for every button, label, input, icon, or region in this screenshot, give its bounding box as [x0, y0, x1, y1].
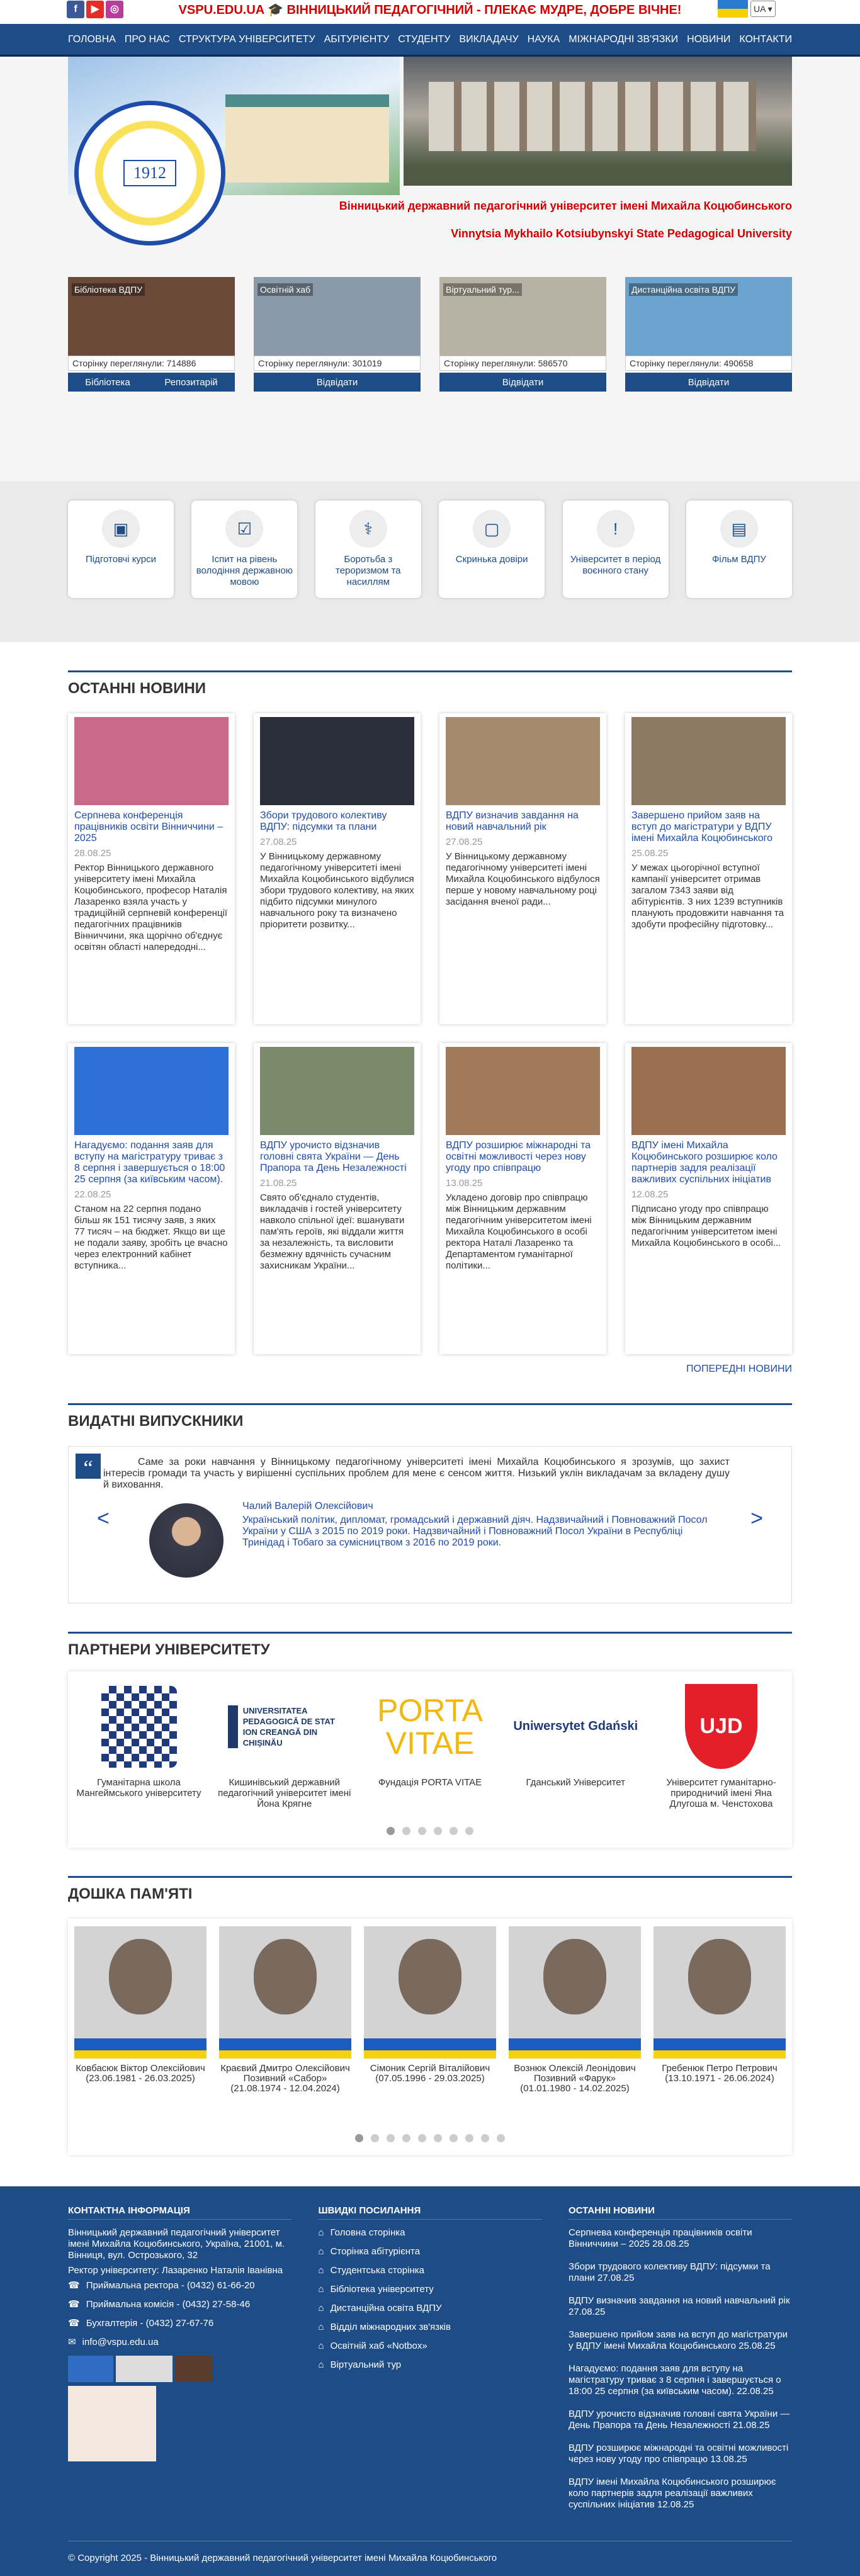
news-image[interactable] [74, 717, 229, 805]
instagram-icon[interactable]: ◎ [106, 1, 123, 18]
card-image[interactable] [68, 277, 235, 356]
footer-news-item[interactable]: ВДПУ імені Михайла Коцюбинського розширює коло партнерів задля реалізації важливих суспільних ініціатив 12.08.25 [569, 2477, 776, 2510]
card-button[interactable]: Відвідати [502, 376, 544, 388]
partner-logo[interactable] [508, 1681, 643, 1772]
nav-item[interactable]: КОНТАКТИ [739, 33, 792, 45]
memorial-photo [364, 1926, 496, 2059]
carousel-dot[interactable] [402, 2134, 410, 2142]
footer-news-item[interactable]: ВДПУ розширює міжнародні та освітні можливості через нову угоду про співпрацю 13.08.25 [569, 2443, 789, 2465]
nav-item[interactable]: СТУДЕНТУ [398, 33, 451, 45]
partner-logo[interactable] [363, 1681, 498, 1772]
card-view-count: Сторінку переглянули: 714886 [68, 356, 235, 371]
news-date: 12.08.25 [631, 1189, 669, 1200]
news-title[interactable]: Завершено прийом заяв на вступ до магістратури у ВДПУ імені Михайла Коцюбинського [631, 810, 773, 844]
news-heading: ОСТАННІ НОВИНИ [68, 670, 792, 698]
news-card[interactable] [68, 1043, 235, 1354]
language-select[interactable]: UA ▾ [750, 1, 776, 17]
link-text: Студентська сторінка [330, 2265, 424, 2276]
carousel-dot[interactable] [465, 2134, 473, 2142]
previous-news-link[interactable]: ПОПЕРЕДНІ НОВИНИ [686, 1364, 792, 1374]
footer-quick-heading: ШВИДКІ ПОСИЛАННЯ [319, 2205, 542, 2220]
quick-link-tile[interactable] [68, 500, 174, 598]
partner-name: Університет гуманітарно-природничий імені Яна Длугоша м. Ченстохова [666, 1777, 776, 1809]
news-image[interactable] [446, 717, 600, 805]
memorial-name: Ковбасюк Віктор Олексійович [76, 2063, 205, 2074]
footer-quick-link[interactable] [319, 2265, 542, 2276]
card-title: Бібліотека ВДПУ [72, 283, 145, 296]
nav-item[interactable]: ВИКЛАДАЧУ [459, 33, 519, 45]
quick-link-tile[interactable] [439, 500, 545, 598]
quote-icon: “ [76, 1454, 101, 1479]
news-excerpt: Ректор Вінницького державного університету імені Михайла Коцюбинського, професор Наталія Лазаренко взяла участь у традиційній серпневій конференції педагогічних працівників Вінниччини, яка щорічно об'єднує освітян області напередодні... [74, 862, 228, 952]
top-bar [0, 0, 860, 24]
news-card[interactable] [254, 713, 421, 1024]
news-card[interactable] [625, 1043, 792, 1354]
carousel-dot[interactable] [402, 1827, 410, 1835]
contact-text: Бухгалтерія - (0432) 27-67-76 [86, 2318, 214, 2329]
footer-rector: Ректор університету: Лазаренко Наталія Іванівна [68, 2265, 283, 2276]
footer-news-item[interactable]: Нагадуємо: подання заяв для вступу на магістратуру триває з 8 серпня і завершується о 18:00 25 серпня (за київським часом). 22.08.25 [569, 2363, 781, 2397]
footer-news-item[interactable]: ВДПУ визначив завдання на новий навчальний рік 27.08.25 [569, 2295, 790, 2317]
phone-icon: ☎ [68, 2280, 80, 2291]
home-icon: ⌂ [318, 2246, 324, 2257]
carousel-dot[interactable] [434, 2134, 442, 2142]
footer-quick-link[interactable] [319, 2227, 542, 2239]
news-section [68, 642, 792, 1375]
footer-quick-link[interactable] [319, 2246, 542, 2257]
footer [0, 2186, 860, 2576]
contact-line[interactable] [68, 2280, 291, 2291]
card-buttons [625, 373, 792, 392]
youtube-icon[interactable]: ▶ [86, 1, 104, 18]
footer-badges [68, 2356, 291, 2382]
hero-title-en: Vinnytsia Mykhailo Kotsiubynskyi State Pedagogical University [451, 227, 792, 240]
partners-heading: ПАРТНЕРИ УНІВЕРСИТЕТУ [68, 1632, 792, 1659]
carousel-dot[interactable] [418, 2134, 426, 2142]
quick-link-tile[interactable] [191, 500, 297, 598]
language-value: UA [754, 4, 766, 14]
carousel-dot[interactable] [387, 1827, 395, 1835]
memorial-name: Вознюк Олексій Леонідович [514, 2063, 636, 2074]
news-title[interactable]: ВДПУ імені Михайла Коцюбинського розширює коло партнерів задля реалізації важливих суспільних ініціатив [631, 1140, 778, 1185]
news-date: 25.08.25 [631, 848, 669, 859]
news-image[interactable] [446, 1047, 600, 1135]
news-excerpt: У Вінницькому державному педагогічному університеті імені Михайла Коцюбинського відбулося перше у новому навчальному році засідання вченої ради... [446, 851, 600, 907]
memorial-dates: Позивний «Фарук» (01.01.1980 - 14.02.2025) [520, 2073, 630, 2094]
nav-item[interactable]: ПРО НАС [124, 33, 170, 45]
carousel-dot[interactable] [465, 1827, 473, 1835]
news-image[interactable] [260, 1047, 414, 1135]
card-buttons [439, 373, 606, 392]
feature-card[interactable] [254, 277, 421, 472]
memorial-photo [219, 1926, 351, 2059]
contact-line[interactable] [68, 2299, 291, 2310]
home-icon: ⌂ [318, 2322, 324, 2332]
footer-news-item[interactable]: Завершено прийом заяв на вступ до магістратури у ВДПУ імені Михайла Коцюбинського 25.08.25 [569, 2329, 788, 2351]
quick-link-tile[interactable] [563, 500, 669, 598]
news-date: 27.08.25 [446, 837, 483, 847]
memorial-dates: (07.05.1996 - 29.03.2025) [375, 2073, 485, 2084]
home-icon: ⌂ [318, 2265, 324, 2276]
news-image[interactable] [631, 717, 786, 805]
news-title[interactable]: ВДПУ визначив завдання на новий навчальний рік [446, 810, 579, 832]
badge-grey[interactable] [116, 2356, 173, 2382]
nav-item[interactable]: НОВИНИ [687, 33, 731, 45]
news-card[interactable] [439, 713, 606, 1024]
link-text: Віртуальний тур [330, 2359, 402, 2370]
email-icon: ✉ [68, 2337, 76, 2347]
card-buttons [68, 373, 235, 392]
memorial-item[interactable] [653, 1926, 786, 2094]
partner-logo[interactable] [217, 1681, 352, 1772]
partner-item[interactable] [653, 1681, 789, 1809]
memorial-section [68, 1848, 792, 2155]
home-icon: ⌂ [318, 2227, 324, 2238]
hero-photo-campus [404, 57, 792, 186]
memorial-dates: Позивний «Сабор» (21.08.1974 - 12.04.2024) [230, 2073, 340, 2094]
ukraine-flag-icon [718, 0, 748, 18]
main-nav [0, 24, 860, 57]
hero-title-ua: Вінницький державний педагогічний університет імені Михайла Коцюбинського [339, 200, 792, 212]
partner-logo-text: UJD [685, 1684, 757, 1769]
facebook-icon[interactable]: f [67, 1, 84, 18]
memorial-dots [68, 2134, 792, 2142]
partner-name: Кишинівський державний педагогічний університет імені Йона Крягне [218, 1777, 351, 1809]
partner-logo[interactable] [71, 1681, 207, 1772]
memorial-item[interactable] [219, 1926, 351, 2094]
partner-name: Гданський Університет [526, 1777, 626, 1788]
footer-quick-link[interactable] [319, 2359, 542, 2371]
card-title: Дистанційна освіта ВДПУ [629, 283, 738, 296]
footer-news-item[interactable]: Збори трудового колективу ВДПУ: підсумки та плани 27.08.25 [569, 2261, 771, 2283]
news-excerpt: Свято об'єднало студентів, викладачів і гостей університету навколо спільної ідеї: вшанувати пам'ять героїв, які віддали життя за незалежність, та висловити безмежну вдячність сучасним захисникам України... [260, 1192, 405, 1271]
partner-logo[interactable] [653, 1681, 789, 1772]
footer-quick-link[interactable] [319, 2284, 542, 2295]
alumni-heading: ВИДАТНІ ВИПУСКНИКИ [68, 1403, 792, 1430]
footer-news-item[interactable]: Серпнева конференція працівників освіти Вінниччини – 2025 28.08.25 [569, 2227, 752, 2249]
memorial-photo [74, 1926, 207, 2059]
partner-name: Гуманітарна школа Мангеймського університету [76, 1777, 201, 1799]
alumni-photo [149, 1503, 223, 1578]
memorial-item[interactable] [509, 1926, 641, 2094]
carousel-dot[interactable] [355, 2134, 363, 2142]
link-text: Освітній хаб «Notbox» [330, 2341, 427, 2351]
feature-card[interactable] [68, 277, 235, 472]
footer-quick-link[interactable] [319, 2303, 542, 2314]
card-image[interactable] [439, 277, 606, 356]
nav-item[interactable]: СТРУКТУРА УНІВЕРСИТЕТУ [178, 33, 315, 45]
tile-label: Іспит на рівень володіння державною мовою [196, 554, 293, 587]
tile-label: Фільм ВДПУ [711, 554, 766, 565]
alumni-section [68, 1375, 792, 1603]
emblem-year: 1912 [123, 160, 176, 186]
tile-label: Підготовчі курси [86, 554, 156, 565]
news-title[interactable]: Збори трудового колективу ВДПУ: підсумки та плани [260, 810, 387, 832]
alumni-quote: Саме за роки навчання у Вінницькому педагогічному університеті імені Михайла Коцюбинського я зрозумів, що захист інтересів громади та участь у вирішенні суспільних проблем для мене є сенсом життя. Низький уклін викладачам за вкладену душу й виховання. [103, 1457, 730, 1490]
partner-logo-text: UNIVERSITATEA PEDAGOGICĂ DE STAT ION CREANGĂ DIN CHIȘINĂU [228, 1705, 341, 1748]
university-emblem [74, 101, 225, 246]
tile-icon: ▢ [473, 510, 511, 548]
nav-item[interactable]: ГОЛОВНА [68, 33, 116, 45]
carousel-dot[interactable] [450, 2134, 458, 2142]
card-image[interactable] [254, 277, 421, 356]
copyright: © Copyright 2025 - Вінницький державний педагогічний університет імені Михайла Коцюбинського [68, 2541, 792, 2563]
news-image[interactable] [260, 717, 414, 805]
news-card[interactable] [439, 1043, 606, 1354]
footer-quick-link[interactable] [319, 2341, 542, 2352]
news-date: 27.08.25 [260, 837, 297, 847]
memorial-item[interactable] [74, 1926, 207, 2094]
home-icon: ⌂ [318, 2284, 324, 2295]
memorial-name: Гребенюк Петро Петрович [662, 2063, 778, 2074]
news-image[interactable] [631, 1047, 786, 1135]
badge-blue[interactable] [68, 2356, 113, 2382]
card-image[interactable] [625, 277, 792, 356]
quick-link-tile[interactable] [315, 500, 421, 598]
alumni-bio: Український політик, дипломат, громадський і державний діяч. Надзвичайний і Повноважний Посол України у США з 2015 по 2019 роки. Надзвичайний і Повноважний Посол України в Республіці Тринідад і Тобаго за сумісництвом з 2016 по 2019 роки. [242, 1515, 708, 1548]
news-card[interactable] [68, 713, 235, 1024]
contact-text: Приймальна ректора - (0432) 61-66-20 [86, 2280, 255, 2291]
news-date: 28.08.25 [74, 848, 111, 859]
alumni-carousel [68, 1446, 792, 1603]
carousel-dot[interactable] [434, 1827, 442, 1835]
hero [0, 57, 860, 482]
footer-news [569, 2205, 792, 2522]
feature-card[interactable] [625, 277, 792, 472]
carousel-dot[interactable] [497, 2134, 505, 2142]
partner-logo-text: PORTA VITAE [377, 1692, 483, 1761]
carousel-dot[interactable] [418, 1827, 426, 1835]
news-excerpt: У Вінницькому державному педагогічному університеті імені Михайла Коцюбинського відбулися збори трудового колективу, на яких підбито підсумки минулого навчального року та визначено пріоритети розвитку... [260, 851, 414, 930]
card-buttons [254, 373, 421, 392]
news-date: 21.08.25 [260, 1178, 297, 1189]
footer-contact-heading: КОНТАКТНА ІНФОРМАЦІЯ [68, 2205, 291, 2220]
footer-contacts [68, 2205, 291, 2522]
contact-line[interactable] [68, 2337, 291, 2348]
tile-label: Боротьба з тероризмом та насиллям [336, 554, 401, 587]
news-title[interactable]: ВДПУ урочисто відзначив головні свята України — День Прапора та День Незалежності [260, 1140, 407, 1173]
feature-cards [68, 264, 792, 472]
partner-item[interactable] [71, 1681, 207, 1809]
tile-icon: ▣ [102, 510, 140, 548]
news-title[interactable]: Нагадуємо: подання заяв для вступу на магістратуру триває з 8 серпня і завершується о 18:00 25 серпня (за київським часом). [74, 1140, 225, 1185]
link-text: Бібліотека університету [330, 2284, 434, 2295]
memorial-carousel [68, 1919, 792, 2155]
tile-label: Університет в період воєнного стану [570, 554, 661, 576]
quick-link-tile[interactable] [686, 500, 792, 598]
link-text: Відділ міжнародних зв'язків [330, 2322, 451, 2332]
news-card[interactable] [254, 1043, 421, 1354]
memorial-dates: (13.10.1971 - 26.06.2024) [665, 2073, 774, 2084]
home-icon: ⌂ [318, 2303, 324, 2313]
footer-news-heading: ОСТАННІ НОВИНИ [569, 2205, 792, 2220]
home-icon: ⌂ [318, 2359, 324, 2370]
news-card[interactable] [625, 713, 792, 1024]
memorial-name: Краєвий Дмитро Олексійович [220, 2063, 350, 2074]
card-button[interactable]: Бібліотека [85, 376, 130, 388]
site-slogan[interactable]: VSPU.EDU.UA 🎓 ВІННИЦЬКИЙ ПЕДАГОГІЧНИЙ - ПЛЕКАЄ МУДРЕ, ДОБРЕ ВІЧНЕ! [178, 3, 682, 17]
card-view-count: Сторінку переглянули: 490658 [625, 356, 792, 371]
partner-item[interactable] [508, 1681, 643, 1809]
tile-label: Скринька довіри [455, 554, 528, 565]
memorial-heading: ДОШКА ПАМ'ЯТІ [68, 1876, 792, 1903]
link-text: Головна сторінка [330, 2227, 405, 2238]
news-date: 13.08.25 [446, 1178, 483, 1189]
card-view-count: Сторінку переглянули: 301019 [254, 356, 421, 371]
phone-icon: ☎ [68, 2318, 80, 2329]
news-excerpt: Укладено договір про співпрацю між Вінницьким державним педагогічним університетом імені Михайла Коцюбинського в особі ректора Наталі Лазаренко та Департаментом гуманітарної політики... [446, 1192, 592, 1271]
footer-news-item[interactable]: ВДПУ урочисто відзначив головні свята України — День Прапора та День Незалежності 21.08.25 [569, 2409, 790, 2431]
prev-arrow-icon[interactable]: < [97, 1506, 110, 1530]
footer-poster[interactable] [68, 2386, 156, 2461]
home-icon: ⌂ [318, 2341, 324, 2351]
memorial-photo [653, 1926, 786, 2059]
memorial-dates: (23.06.1981 - 26.03.2025) [86, 2073, 195, 2084]
nav-item[interactable]: НАУКА [527, 33, 560, 45]
news-date: 22.08.25 [74, 1189, 111, 1200]
card-title: Віртуальний тур... [443, 283, 522, 296]
link-text: Дистанційна освіта ВДПУ [330, 2303, 442, 2313]
language-switcher[interactable] [718, 0, 776, 18]
memorial-name: Сімоник Сергій Віталійович [370, 2063, 490, 2074]
carousel-dot[interactable] [481, 2134, 489, 2142]
nav-item[interactable]: МІЖНАРОДНІ ЗВ'ЯЗКИ [569, 33, 679, 45]
carousel-dot[interactable] [387, 2134, 395, 2142]
memorial-item[interactable] [364, 1926, 496, 2094]
feature-card[interactable] [439, 277, 606, 472]
contact-text: info@vspu.edu.ua [82, 2337, 159, 2347]
partners-carousel [68, 1671, 792, 1848]
card-title: Освітній хаб [257, 283, 313, 296]
tile-icon: ⚕ [349, 510, 387, 548]
partner-item[interactable] [363, 1681, 498, 1809]
news-excerpt: У межах цьогорічної вступної кампанії університет отримав загалом 7343 заяви від абітурієнтів. З них 1239 вступників планують продовжити навчання та здобути професійну підготовку... [631, 862, 784, 930]
news-image[interactable] [74, 1047, 229, 1135]
phone-icon: ☎ [68, 2299, 80, 2310]
news-title[interactable]: ВДПУ розширює міжнародні та освітні можливості через нову угоду про співпрацю [446, 1140, 591, 1173]
link-text: Сторінка абітурієнта [330, 2246, 421, 2257]
partner-item[interactable] [217, 1681, 352, 1809]
card-button[interactable]: Відвідати [687, 376, 730, 388]
partner-name: Фундація PORTA VITAE [378, 1777, 482, 1788]
quick-links-section [0, 482, 860, 642]
carousel-dot[interactable] [450, 1827, 458, 1835]
alumni-name: Чалий Валерій Олексійович [242, 1501, 373, 1511]
card-button[interactable]: Відвідати [316, 376, 358, 388]
footer-quick-link[interactable] [319, 2322, 542, 2333]
contact-line[interactable] [68, 2318, 291, 2329]
partners-section [68, 1603, 792, 1848]
news-title[interactable]: Серпнева конференція працівників освіти Вінниччини – 2025 [74, 810, 223, 844]
footer-quick-links [319, 2205, 542, 2522]
contact-text: Приймальна комісія - (0432) 27-58-46 [86, 2299, 251, 2310]
news-excerpt: Станом на 22 серпня подано більш як 151 тисячу заяв, з яких 77 тисяч – на бюджет. Якщо ви ще не подали заяву, зробіть це вчасно через електронний кабінет вступника... [74, 1204, 228, 1271]
memorial-photo [509, 1926, 641, 2059]
footer-address: Вінницький державний педагогічний університет імені Михайла Коцюбинського, Україна, 21001, м. Вінниця, вул. Острозького, 32 [68, 2227, 285, 2261]
next-arrow-icon[interactable]: > [750, 1506, 763, 1530]
badge-brown[interactable] [175, 2356, 213, 2382]
partners-dots [68, 1827, 792, 1835]
tile-icon: ▤ [720, 510, 758, 548]
card-button[interactable]: Репозитарій [164, 376, 218, 388]
partner-logo-text: Uniwersytet Gdański [513, 1719, 638, 1733]
tile-icon: ! [597, 510, 635, 548]
news-excerpt: Підписано угоду про співпрацю між Вінницьким державним педагогічним університетом імені Михайла Коцюбинського в особі... [631, 1204, 781, 1248]
nav-item[interactable]: АБІТУРІЄНТУ [324, 33, 390, 45]
card-view-count: Сторінку переглянули: 586570 [439, 356, 606, 371]
carousel-dot[interactable] [371, 2134, 379, 2142]
tile-icon: ☑ [225, 510, 263, 548]
